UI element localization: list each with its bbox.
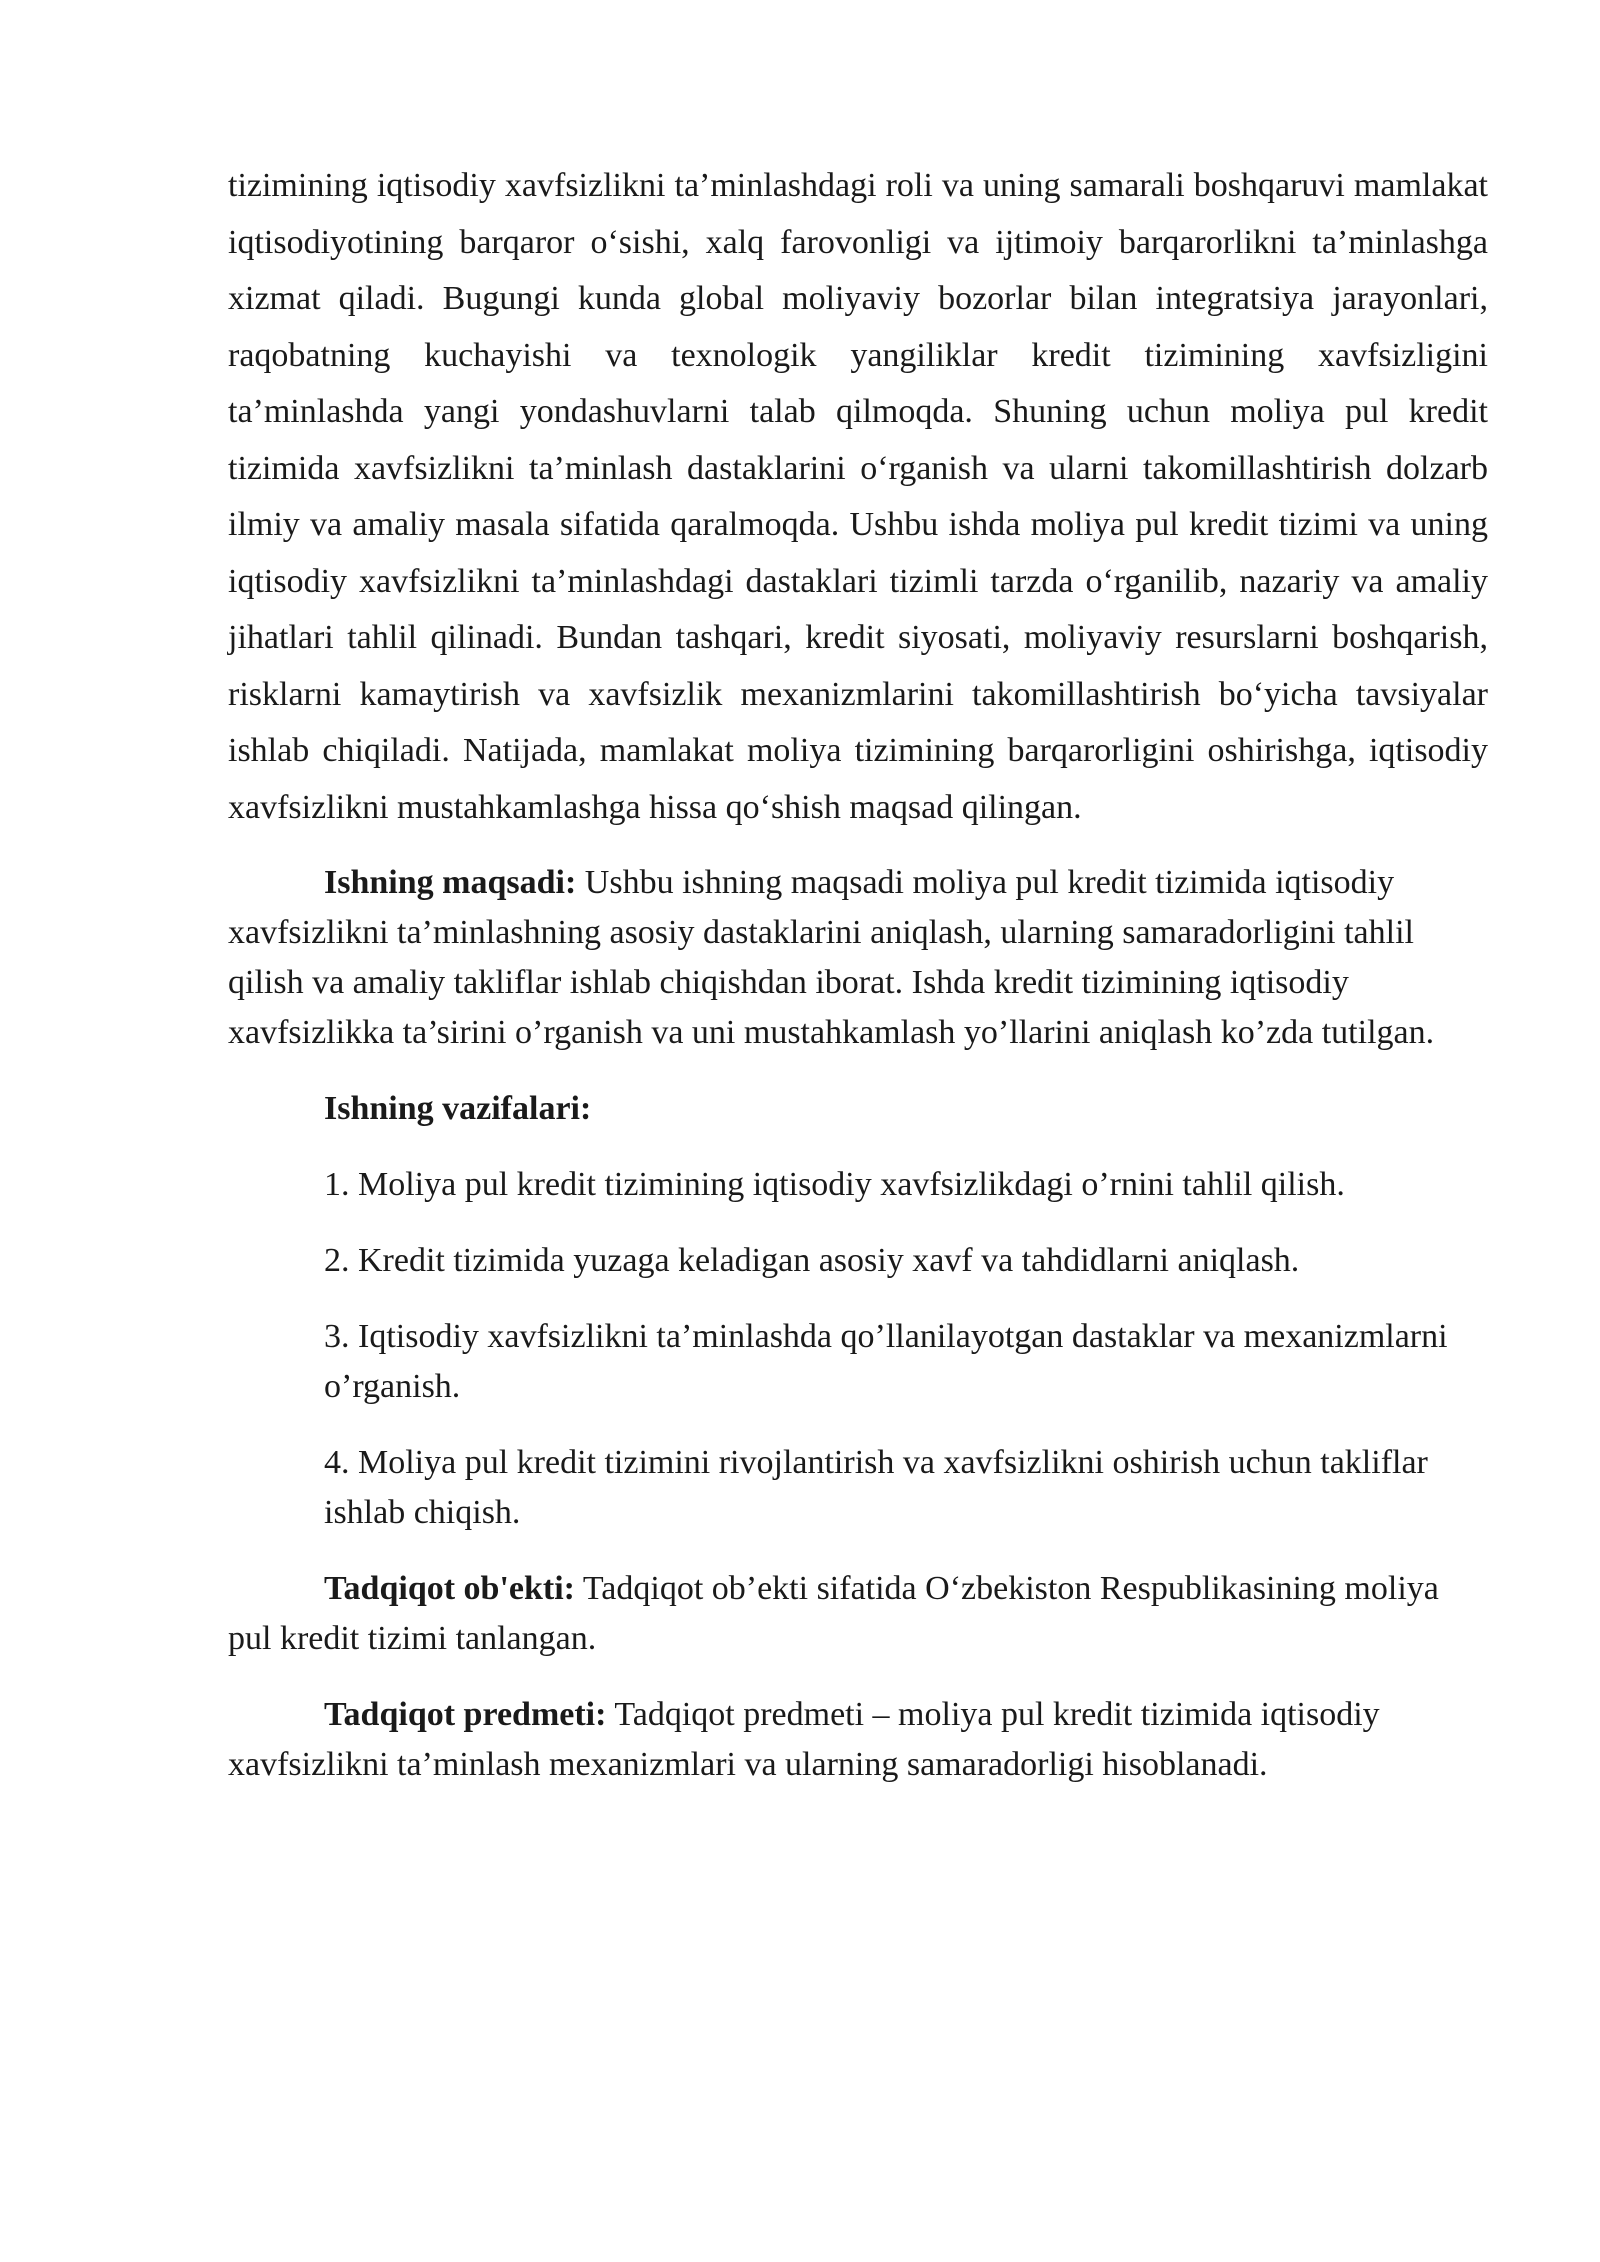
document-page <box>228 158 1488 1790</box>
goal-paragraph <box>228 858 1488 1058</box>
object-paragraph <box>228 1564 1488 1664</box>
task-item-2: 2. Kredit tizimida yuzaga keladigan asosiy xavf va tahdidlarni aniqlash. <box>324 1242 1300 1279</box>
task-item-1: 1. Moliya pul kredit tizimining iqtisodiy xavfsizlikdagi o’rnini tahlil qilish. <box>324 1166 1345 1203</box>
subject-paragraph <box>228 1690 1488 1790</box>
subject-text: Tadqiqot predmeti – moliya pul kredit tizimida iqtisodiy xavfsizlikni ta’minlash mexanizmlari va ularning samaradorligi hisoblanadi. <box>228 1696 1380 1783</box>
tasks-list <box>228 1160 1488 1538</box>
subject-label: Tadqiqot predmeti: <box>324 1696 607 1733</box>
task-item-4: 4. Moliya pul kredit tizimini rivojlantirish va xavfsizlikni oshirish uchun takliflar ishlab chiqish. <box>324 1444 1428 1531</box>
goal-text: Ushbu ishning maqsadi moliya pul kredit tizimida iqtisodiy xavfsizlikni ta’minlashning asosiy dastaklarini aniqlash, ularning samaradorligini tahlil qilish va amaliy takliflar ishlab chiqishdan iborat. Ishda kredit tizimining iqtisodiy xavfsizlikka ta’sirini o’rganish va uni mustahkamlash yo’llarini aniqlash ko’zda tutilgan. <box>228 864 1435 1051</box>
tasks-heading: Ishning vazifalari: <box>324 1090 592 1127</box>
object-text: Tadqiqot ob’ekti sifatida O‘zbekiston Respublikasining moliya pul kredit tizimi tanlangan. <box>228 1570 1439 1657</box>
intro-paragraph: tizimining iqtisodiy xavfsizlikni ta’minlashdagi roli va uning samarali boshqaruvi mamlakat iqtisodiyotining barqaror o‘sishi, xalq farovonligi va ijtimoiy barqarorlikni ta’minlashga xizmat qiladi. Bugungi kunda global moliyaviy bozorlar bilan integratsiya jarayonlari, raqobatning kuchayishi va texnologik yangiliklar kredit tizimining xavfsizligini ta’minlashda yangi yondashuvlarni talab qilmoqda. Shuning uchun moliya pul kredit tizimida xavfsizlikni ta’minlash dastaklarini o‘rganish va ularni takomillashtirish dolzarb ilmiy va amaliy masala sifatida qaralmoqda. Ushbu ishda moliya pul kredit tizimi va uning iqtisodiy xavfsizlikni ta’minlashdagi dastaklari tizimli tarzda o‘rganilib, nazariy va amaliy jihatlari tahlil qilinadi. Bundan tashqari, kredit siyosati, moliyaviy resurslarni boshqarish, risklarni kamaytirish va xavfsizlik mexanizmlarini takomillashtirish bo‘yicha tavsiyalar ishlab chiqiladi. Natijada, mamlakat moliya tizimining barqarorligini oshirishga, iqtisodiy xavfsizlikni mustahkamlashga hissa qo‘shish maqsad qilingan. <box>228 167 1488 826</box>
task-item-3: 3. Iqtisodiy xavfsizlikni ta’minlashda qo’llanilayotgan dastaklar va mexanizmlarni o’rganish. <box>324 1318 1448 1405</box>
object-label: Tadqiqot ob'ekti: <box>324 1570 575 1607</box>
goal-label: Ishning maqsadi: <box>324 864 577 901</box>
